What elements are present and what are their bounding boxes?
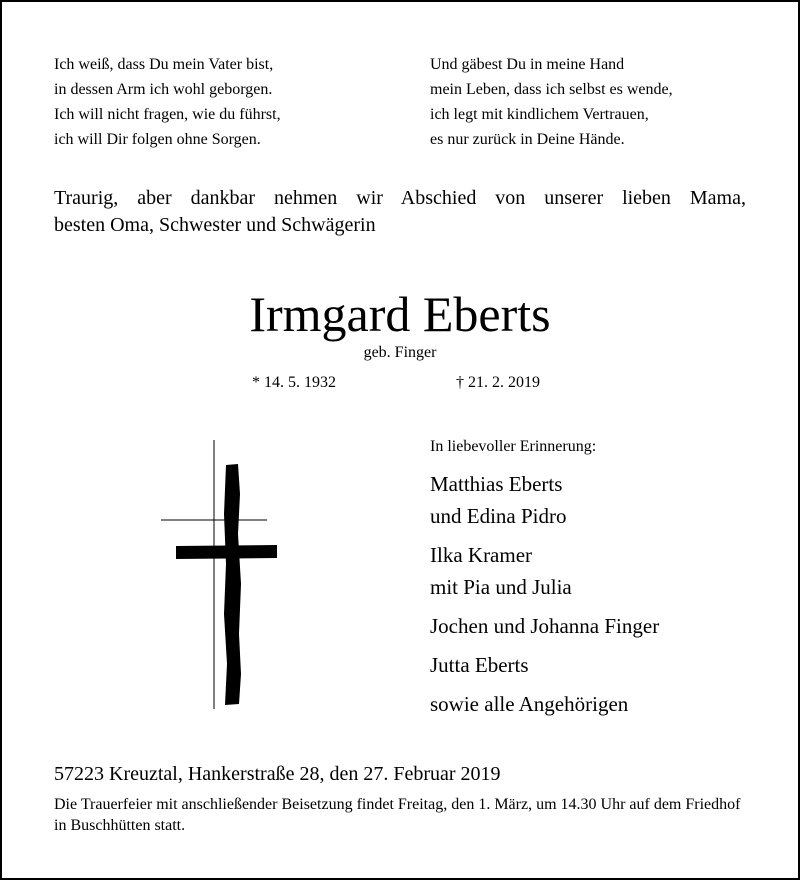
address-line: 57223 Kreuztal, Hankerstraße 28, den 27. Februar 2019 (54, 763, 501, 785)
mourner-line: und Edina Pidro (430, 504, 567, 528)
poem-left-stanza (54, 52, 281, 152)
poem-line: in dessen Arm ich wohl geborgen. (54, 81, 273, 98)
poem-line: mein Leben, dass ich selbst es wende, (430, 81, 673, 98)
death-date: † 21. 2. 2019 (456, 374, 540, 391)
mourner-line: mit Pia und Julia (430, 575, 572, 599)
mourner-group (430, 649, 659, 681)
mourner-line: Matthias Eberts (430, 472, 563, 496)
maiden-name: geb. Finger (363, 344, 437, 361)
ceremony-details: Die Trauerfeier mit anschließender Beisetzung findet Freitag, den 1. März, um 14.30 Uhr auf dem Friedhof in Buschhütten statt. (54, 796, 741, 834)
mourner-line: Jochen und Johanna Finger (430, 614, 660, 638)
mourner-line: Ilka Kramer (430, 543, 533, 567)
poem-right-stanza (430, 52, 673, 152)
poem-line: ich will Dir folgen ohne Sorgen. (54, 131, 261, 148)
poem-line: ich legt mit kindlichem Vertrauen, (430, 106, 649, 123)
mourner-group (430, 610, 659, 642)
mourner-group (430, 468, 659, 532)
mourners-list (430, 436, 659, 727)
poem-line: es nur zurück in Deine Hände. (430, 131, 625, 148)
mourners-heading: In liebevoller Erinnerung: (430, 438, 597, 455)
mourner-group (430, 688, 659, 720)
cross-icon (157, 434, 287, 714)
mourner-line: sowie alle Angehörigen (430, 692, 629, 716)
poem-line: Ich weiß, dass Du mein Vater bist, (54, 56, 274, 73)
mourner-line: Jutta Eberts (430, 653, 529, 677)
farewell-intro-line: Traurig, aber dankbar nehmen wir Abschied von unserer lieben Mama, (54, 187, 746, 209)
farewell-intro (54, 185, 746, 239)
deceased-name: Irmgard Eberts (249, 286, 551, 342)
farewell-intro-line: besten Oma, Schwester und Schwägerin (54, 214, 376, 236)
poem-line: Ich will nicht fragen, wie du führst, (54, 106, 281, 123)
poem-line: Und gäbest Du in meine Hand (430, 56, 625, 73)
birth-date: * 14. 5. 1932 (252, 374, 336, 391)
mourner-group (430, 539, 659, 603)
